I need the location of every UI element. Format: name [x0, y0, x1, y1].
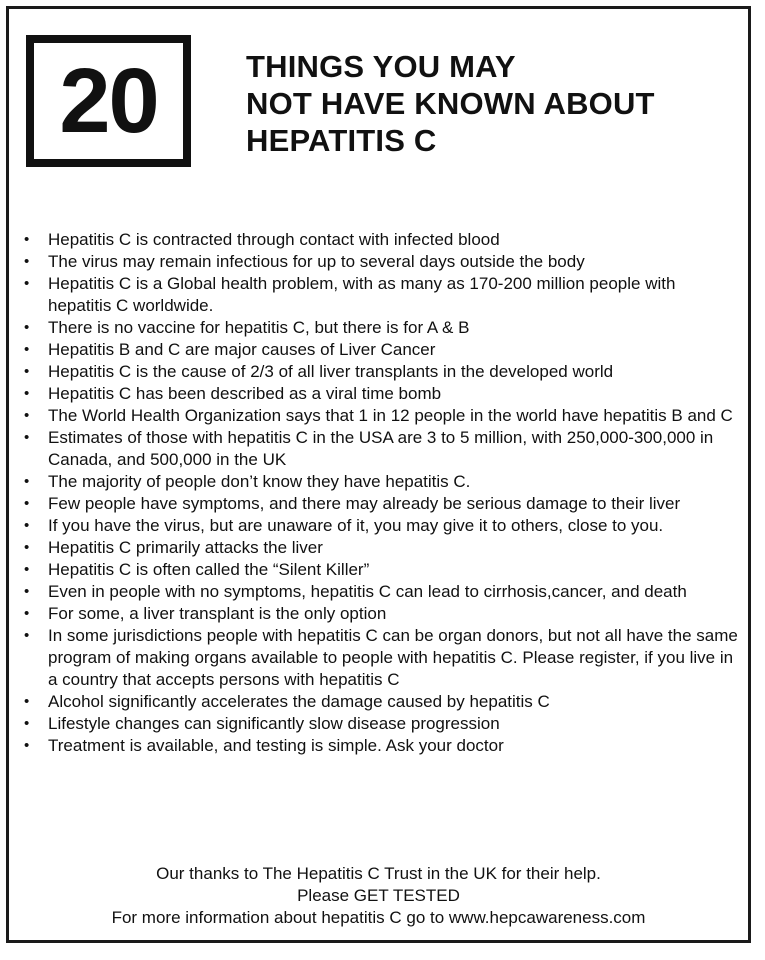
- list-item: [20, 515, 740, 537]
- bullet-icon: •: [24, 583, 30, 600]
- bullet-icon: •: [24, 627, 30, 644]
- fact-text: Lifestyle changes can significantly slow disease progression: [48, 714, 500, 733]
- list-item: [20, 339, 740, 361]
- bullet-icon: •: [24, 473, 30, 490]
- bullet-icon: •: [24, 715, 30, 732]
- bullet-icon: •: [24, 605, 30, 622]
- fact-text: Hepatitis B and C are major causes of Liver Cancer: [48, 340, 436, 359]
- fact-text: Few people have symptoms, and there may already be serious damage to their liver: [48, 494, 681, 513]
- bullet-icon: •: [24, 275, 30, 292]
- fact-text: Hepatitis C is a Global health problem, with as many as 170-200 million people with hepatitis C worldwide.: [48, 274, 676, 315]
- list-item: [20, 493, 740, 515]
- fact-text: Even in people with no symptoms, hepatitis C can lead to cirrhosis,cancer, and death: [48, 582, 687, 601]
- number-badge: [26, 35, 191, 167]
- fact-text: In some jurisdictions people with hepatitis C can be organ donors, but not all have the same program of making organs available to people with hepatitis C. Please register, if you live in a country that accepts persons with hepatitis C: [48, 626, 738, 689]
- bullet-icon: •: [24, 407, 30, 424]
- fact-text: The World Health Organization says that 1 in 12 people in the world have hepatitis B and C: [48, 406, 733, 425]
- bullet-icon: •: [24, 319, 30, 336]
- list-item: [20, 405, 740, 427]
- list-item: [20, 229, 740, 251]
- list-item: [20, 735, 740, 757]
- bullet-icon: •: [24, 495, 30, 512]
- list-item: [20, 273, 740, 317]
- bullet-icon: •: [24, 341, 30, 358]
- title-line-1: THINGS YOU MAY: [246, 49, 516, 84]
- title-line-2: NOT HAVE KNOWN ABOUT: [246, 86, 655, 121]
- fact-text: Hepatitis C has been described as a viral time bomb: [48, 384, 442, 403]
- bullet-icon: •: [24, 231, 30, 248]
- list-item: [20, 581, 740, 603]
- title-line-3: HEPATITIS C: [246, 123, 437, 158]
- footer-call-to-action: Please GET TESTED: [297, 886, 460, 905]
- list-item: [20, 317, 740, 339]
- list-item: [20, 251, 740, 273]
- bullet-icon: •: [24, 693, 30, 710]
- fact-text: The virus may remain infectious for up to several days outside the body: [48, 252, 585, 271]
- footer: [6, 863, 751, 929]
- fact-text: Hepatitis C is often called the “Silent Killer”: [48, 560, 370, 579]
- fact-text: Hepatitis C is the cause of 2/3 of all liver transplants in the developed world: [48, 362, 614, 381]
- fact-text: The majority of people don’t know they have hepatitis C.: [48, 472, 471, 491]
- list-item: [20, 383, 740, 405]
- badge-number: 20: [59, 50, 158, 152]
- fact-text: Hepatitis C primarily attacks the liver: [48, 538, 323, 557]
- list-item: [20, 603, 740, 625]
- fact-text: Hepatitis C is contracted through contact with infected blood: [48, 230, 500, 249]
- list-item: [20, 471, 740, 493]
- bullet-icon: •: [24, 737, 30, 754]
- bullet-icon: •: [24, 561, 30, 578]
- bullet-icon: •: [24, 539, 30, 556]
- list-item: [20, 625, 740, 691]
- facts-list: [20, 229, 740, 757]
- bullet-icon: •: [24, 385, 30, 402]
- footer-more-info: For more information about hepatitis C go to www.hepcawareness.com: [111, 908, 646, 927]
- fact-text: Alcohol significantly accelerates the damage caused by hepatitis C: [48, 692, 550, 711]
- page-title: [246, 48, 746, 159]
- bullet-icon: •: [24, 253, 30, 270]
- list-item: [20, 361, 740, 383]
- fact-text: There is no vaccine for hepatitis C, but there is for A & B: [48, 318, 470, 337]
- bullet-icon: •: [24, 429, 30, 446]
- list-item: [20, 691, 740, 713]
- bullet-icon: •: [24, 363, 30, 380]
- fact-text: If you have the virus, but are unaware of it, you may give it to others, close to you.: [48, 516, 664, 535]
- list-item: [20, 559, 740, 581]
- fact-text: Estimates of those with hepatitis C in the USA are 3 to 5 million, with 250,000-300,000 in Canada, and 500,000 in the UK: [48, 428, 714, 469]
- fact-text: For some, a liver transplant is the only option: [48, 604, 387, 623]
- bullet-icon: •: [24, 517, 30, 534]
- list-item: [20, 713, 740, 735]
- fact-text: Treatment is available, and testing is simple. Ask your doctor: [48, 736, 504, 755]
- list-item: [20, 427, 740, 471]
- list-item: [20, 537, 740, 559]
- footer-thanks: Our thanks to The Hepatitis C Trust in the UK for their help.: [156, 864, 601, 883]
